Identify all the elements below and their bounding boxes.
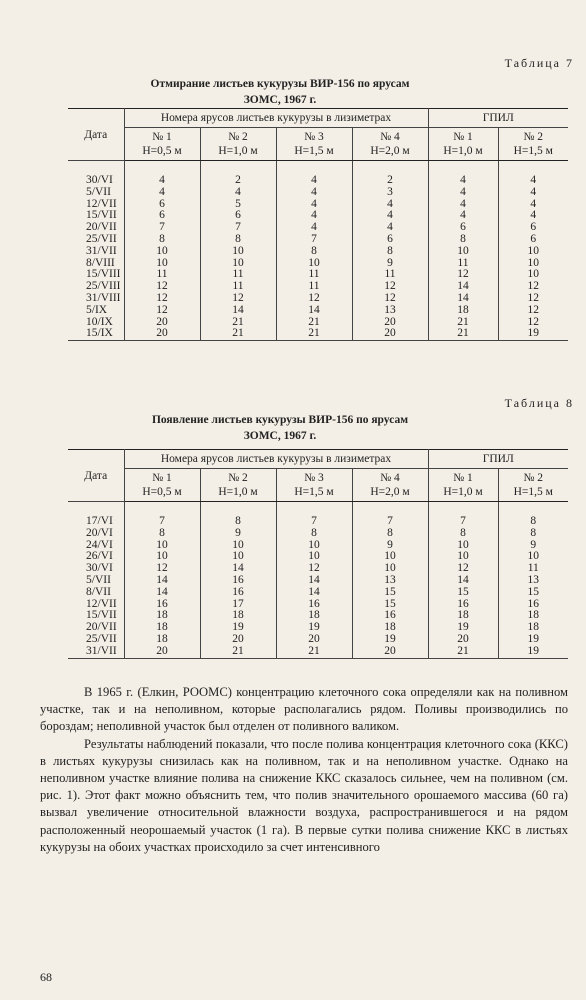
value-cell: 10 — [200, 551, 276, 563]
value-cell: 10 — [276, 540, 352, 552]
value-cell: 11 — [527, 562, 539, 575]
paragraph-2: Результаты наблюдений показали, что после полива концентрация клеточного сока (ККС) в листьях кукурузы снизилась как на поливном, так и на неполивном участке. Однако на неполивном участке влияние полива на снижение ККС сказалось сильнее, чем на поливном (см. рис. 1). Этот факт можно объяснить тем, что полив значительного орошаемого массива (60 га) вызвал увеличение относительной влажности воздуха, распространившегося и на рядом расположенный неорошаемый участок (1 га). В первые сутки полива снижение ККС в листьях кукурузы на обоих участках происходило за счет интенсивного — [40, 736, 568, 854]
value-cell: 12 — [200, 293, 276, 305]
value-cell: 16 — [124, 599, 200, 611]
value-cell: 21 — [200, 328, 276, 340]
column-number: № 3 — [304, 472, 324, 484]
table-row — [68, 587, 568, 599]
value-cell: 8 — [124, 528, 200, 540]
value-cell: 4 — [530, 209, 537, 222]
column-height: H=1,0 м — [218, 486, 258, 498]
table2 — [68, 449, 568, 659]
value-cell: 10 — [276, 258, 352, 270]
date-cell: 10/IX — [68, 317, 124, 329]
value-cell: 4 — [124, 187, 200, 199]
value-cell: 16 — [428, 599, 498, 611]
date-cell: 24/VI — [68, 540, 124, 552]
value-cell: 15 — [527, 585, 539, 598]
value-cell: 10 — [527, 550, 539, 563]
table-row — [68, 210, 568, 222]
date-cell: 20/VI — [68, 528, 124, 540]
value-cell: 4 — [352, 210, 428, 222]
value-cell: 12 — [352, 293, 428, 305]
value-cell: 6 — [200, 210, 276, 222]
table-row — [68, 528, 568, 540]
value-cell: 21 — [276, 317, 352, 329]
value-cell: 4 — [352, 222, 428, 234]
column-header — [428, 469, 498, 502]
column-height: H=1,0 м — [443, 145, 483, 157]
value-cell: 8 — [200, 516, 276, 528]
date-cell: 12/VII — [68, 599, 124, 611]
value-cell: 21 — [276, 328, 352, 340]
date-cell: 30/VI — [68, 563, 124, 575]
table-row — [68, 293, 568, 305]
date-cell: 20/VII — [68, 622, 124, 634]
value-cell: 9 — [200, 528, 276, 540]
value-cell: 10 — [200, 246, 276, 258]
value-cell: 16 — [200, 575, 276, 587]
date-cell: 31/VII — [68, 646, 124, 658]
value-cell: 13 — [352, 305, 428, 317]
value-cell: 14 — [200, 563, 276, 575]
table2-date-header: Дата — [68, 450, 124, 502]
table2-number: Таблица 8 — [504, 396, 574, 410]
column-number: № 1 — [453, 131, 473, 143]
column-number: № 2 — [228, 131, 248, 143]
date-cell: 15/VII — [68, 210, 124, 222]
date-cell: 25/VIII — [68, 281, 124, 293]
value-cell: 9 — [352, 258, 428, 270]
value-cell: 16 — [352, 610, 428, 622]
table-row — [68, 234, 568, 246]
value-cell: 14 — [276, 575, 352, 587]
date-cell: 8/VIII — [68, 258, 124, 270]
value-cell: 8 — [352, 246, 428, 258]
column-header — [276, 128, 352, 161]
value-cell: 18 — [200, 610, 276, 622]
value-cell: 4 — [276, 175, 352, 187]
column-number: № 2 — [523, 131, 544, 143]
value-cell: 20 — [352, 646, 428, 658]
value-cell: 6 — [530, 232, 537, 245]
column-number: № 4 — [380, 472, 400, 484]
value-cell: 20 — [124, 646, 200, 658]
value-cell: 9 — [530, 538, 537, 551]
value-cell: 14 — [124, 575, 200, 587]
value-cell: 4 — [124, 175, 200, 187]
value-cell: 21 — [428, 328, 498, 340]
value-cell: 2 — [352, 175, 428, 187]
value-cell: 3 — [352, 187, 428, 199]
value-cell: 4 — [530, 197, 537, 210]
date-cell: 20/VII — [68, 222, 124, 234]
value-cell: 7 — [124, 222, 200, 234]
column-height: H=1,0 м — [218, 145, 258, 157]
table-row — [68, 328, 568, 340]
date-cell: 31/VII — [68, 246, 124, 258]
value-cell: 8 — [276, 246, 352, 258]
table2-group1-header: Номера ярусов листьев кукурузы в лизиметрах — [124, 450, 428, 469]
value-cell: 14 — [428, 575, 498, 587]
value-cell: 10 — [527, 256, 539, 269]
table-row — [68, 646, 568, 658]
column-height: H=1,5 м — [513, 486, 553, 498]
date-cell: 25/VII — [68, 234, 124, 246]
value-cell: 6 — [352, 234, 428, 246]
value-cell: 21 — [200, 646, 276, 658]
value-cell: 19 — [428, 622, 498, 634]
column-number: № 1 — [152, 131, 172, 143]
value-cell: 18 — [428, 610, 498, 622]
date-cell: 5/VII — [68, 575, 124, 587]
column-header — [124, 469, 200, 502]
table1-group2-header: ГПИЛ — [428, 109, 568, 128]
value-cell: 4 — [428, 210, 498, 222]
column-height: H=1,5 м — [294, 486, 334, 498]
value-cell: 21 — [428, 317, 498, 329]
date-cell: 30/VI — [68, 175, 124, 187]
value-cell: 6 — [530, 221, 537, 234]
table1-title-line2: ЗОМС, 1967 г. — [243, 94, 317, 106]
value-cell: 11 — [276, 269, 352, 281]
value-cell: 16 — [527, 597, 539, 610]
value-cell: 4 — [276, 210, 352, 222]
table-row — [68, 575, 568, 587]
table1-title-line1: Отмирание листьев кукурузы ВИР-156 по ярусам — [150, 78, 410, 90]
value-cell: 20 — [428, 634, 498, 646]
column-height: H=1,5 м — [294, 145, 334, 157]
value-cell: 19 — [276, 622, 352, 634]
column-header — [428, 128, 498, 161]
column-height: H=2,0 м — [370, 486, 410, 498]
value-cell: 12 — [276, 293, 352, 305]
column-height: H=0,5 м — [142, 486, 182, 498]
column-height: H=0,5 м — [142, 145, 182, 157]
value-cell: 16 — [276, 599, 352, 611]
value-cell: 19 — [200, 622, 276, 634]
value-cell: 11 — [352, 269, 428, 281]
table-row — [68, 305, 568, 317]
value-cell: 11 — [200, 269, 276, 281]
value-cell: 12 — [276, 563, 352, 575]
value-cell: 11 — [200, 281, 276, 293]
date-cell: 15/IX — [68, 328, 124, 340]
value-cell: 10 — [352, 563, 428, 575]
value-cell: 20 — [200, 634, 276, 646]
value-cell: 4 — [530, 185, 537, 198]
value-cell: 19 — [527, 632, 539, 645]
value-cell: 18 — [276, 610, 352, 622]
value-cell: 14 — [200, 305, 276, 317]
value-cell: 4 — [200, 187, 276, 199]
value-cell: 12 — [527, 315, 539, 328]
column-number: № 2 — [228, 472, 248, 484]
value-cell: 5 — [200, 199, 276, 211]
value-cell: 10 — [527, 268, 539, 281]
date-cell: 12/VII — [68, 199, 124, 211]
value-cell: 7 — [200, 222, 276, 234]
value-cell: 6 — [124, 199, 200, 211]
value-cell: 12 — [428, 269, 498, 281]
value-cell: 12 — [527, 280, 539, 293]
value-cell: 10 — [124, 258, 200, 270]
table1-date-header: Дата — [68, 109, 124, 161]
value-cell: 19 — [498, 646, 568, 658]
column-header — [352, 128, 428, 161]
value-cell: 4 — [352, 199, 428, 211]
value-cell: 15 — [428, 587, 498, 599]
value-cell: 14 — [428, 281, 498, 293]
value-cell: 19 — [498, 328, 568, 340]
value-cell: 13 — [527, 573, 539, 586]
value-cell: 10 — [200, 540, 276, 552]
value-cell: 12 — [527, 291, 539, 304]
value-cell: 7 — [352, 516, 428, 528]
value-cell: 7 — [276, 516, 352, 528]
column-header — [498, 128, 568, 161]
table-row — [68, 222, 568, 234]
table1-group1-header: Номера ярусов листьев кукурузы в лизиметрах — [124, 109, 428, 128]
value-cell: 12 — [124, 281, 200, 293]
date-cell: 15/VII — [68, 610, 124, 622]
date-cell: 26/VI — [68, 551, 124, 563]
value-cell: 12 — [124, 305, 200, 317]
value-cell: 12 — [124, 293, 200, 305]
value-cell: 13 — [352, 575, 428, 587]
date-cell: 5/VII — [68, 187, 124, 199]
date-cell: 8/VII — [68, 587, 124, 599]
value-cell: 7 — [428, 516, 498, 528]
value-cell: 21 — [276, 646, 352, 658]
value-cell: 12 — [527, 303, 539, 316]
value-cell: 12 — [352, 281, 428, 293]
value-cell: 10 — [428, 551, 498, 563]
column-number: № 3 — [304, 131, 324, 143]
value-cell: 12 — [428, 563, 498, 575]
column-number: № 4 — [380, 131, 400, 143]
table-row — [68, 187, 568, 199]
table1-number: Таблица 7 — [504, 56, 574, 70]
value-cell: 18 — [124, 610, 200, 622]
value-cell: 4 — [428, 187, 498, 199]
column-header — [276, 469, 352, 502]
value-cell: 10 — [200, 258, 276, 270]
value-cell: 14 — [276, 305, 352, 317]
value-cell: 8 — [530, 526, 537, 539]
value-cell: 10 — [124, 551, 200, 563]
value-cell: 8 — [276, 528, 352, 540]
value-cell: 18 — [428, 305, 498, 317]
paragraph-1: В 1965 г. (Елкин, РООМС) концентрацию клеточного сока определяли как на поливном участке, так и на неполивном, которые располагались рядом. Поливы производились по бороздам; неполивной участок был отделен от поливного валиком. — [40, 685, 568, 734]
value-cell: 8 — [200, 234, 276, 246]
value-cell: 14 — [428, 293, 498, 305]
value-cell: 11 — [428, 258, 498, 270]
value-cell: 17 — [200, 599, 276, 611]
value-cell: 8 — [428, 528, 498, 540]
column-height: H=2,0 м — [370, 145, 410, 157]
column-height: H=1,5 м — [513, 145, 553, 157]
value-cell: 7 — [276, 234, 352, 246]
table-row — [68, 199, 568, 211]
value-cell: 15 — [352, 599, 428, 611]
table-row — [68, 246, 568, 258]
column-header — [200, 128, 276, 161]
column-number: № 2 — [523, 472, 544, 484]
date-cell: 25/VII — [68, 634, 124, 646]
table1 — [68, 108, 568, 341]
column-number: № 1 — [152, 472, 172, 484]
table-row — [68, 175, 568, 187]
value-cell: 18 — [527, 609, 539, 622]
value-cell: 10 — [124, 540, 200, 552]
value-cell: 10 — [352, 551, 428, 563]
value-cell: 10 — [124, 246, 200, 258]
date-cell: 17/VI — [68, 516, 124, 528]
value-cell: 6 — [124, 210, 200, 222]
value-cell: 18 — [124, 622, 200, 634]
value-cell: 19 — [352, 634, 428, 646]
value-cell: 20 — [124, 317, 200, 329]
value-cell: 4 — [276, 222, 352, 234]
column-number: № 1 — [453, 472, 473, 484]
table2-title-line2: ЗОМС, 1967 г. — [243, 430, 317, 442]
column-header — [498, 469, 568, 502]
column-header — [352, 469, 428, 502]
column-header — [200, 469, 276, 502]
value-cell: 15 — [352, 587, 428, 599]
date-cell: 31/VIII — [68, 293, 124, 305]
value-cell: 20 — [124, 328, 200, 340]
value-cell: 21 — [200, 317, 276, 329]
value-cell: 11 — [276, 281, 352, 293]
value-cell: 12 — [124, 563, 200, 575]
table2-group2-header: ГПИЛ — [428, 450, 568, 469]
value-cell: 9 — [352, 540, 428, 552]
value-cell: 14 — [276, 587, 352, 599]
body-text — [40, 684, 568, 856]
value-cell: 10 — [428, 540, 498, 552]
value-cell: 20 — [276, 634, 352, 646]
value-cell: 8 — [124, 234, 200, 246]
value-cell: 7 — [124, 516, 200, 528]
value-cell: 8 — [428, 234, 498, 246]
value-cell: 4 — [276, 187, 352, 199]
value-cell: 16 — [200, 587, 276, 599]
value-cell: 18 — [352, 622, 428, 634]
value-cell: 10 — [428, 246, 498, 258]
value-cell: 8 — [352, 528, 428, 540]
value-cell: 4 — [428, 175, 498, 187]
value-cell: 4 — [428, 199, 498, 211]
value-cell: 4 — [530, 174, 537, 186]
value-cell: 20 — [352, 328, 428, 340]
date-cell: 5/IX — [68, 305, 124, 317]
value-cell: 2 — [200, 175, 276, 187]
value-cell: 20 — [352, 317, 428, 329]
value-cell: 6 — [428, 222, 498, 234]
value-cell: 18 — [124, 634, 200, 646]
page-number: 68 — [40, 970, 52, 984]
table2-title — [60, 412, 500, 444]
value-cell: 21 — [428, 646, 498, 658]
value-cell: 10 — [527, 244, 539, 257]
value-cell: 10 — [276, 551, 352, 563]
table-row — [68, 516, 568, 528]
table1-title — [60, 76, 500, 108]
table2-title-line1: Появление листьев кукурузы ВИР-156 по ярусам — [151, 414, 409, 426]
column-header — [124, 128, 200, 161]
date-cell: 15/VIII — [68, 269, 124, 281]
value-cell: 4 — [276, 199, 352, 211]
value-cell: 11 — [124, 269, 200, 281]
value-cell: 8 — [530, 515, 537, 527]
table-row — [68, 634, 568, 646]
value-cell: 14 — [124, 587, 200, 599]
column-height: H=1,0 м — [443, 486, 483, 498]
value-cell: 18 — [527, 621, 539, 634]
